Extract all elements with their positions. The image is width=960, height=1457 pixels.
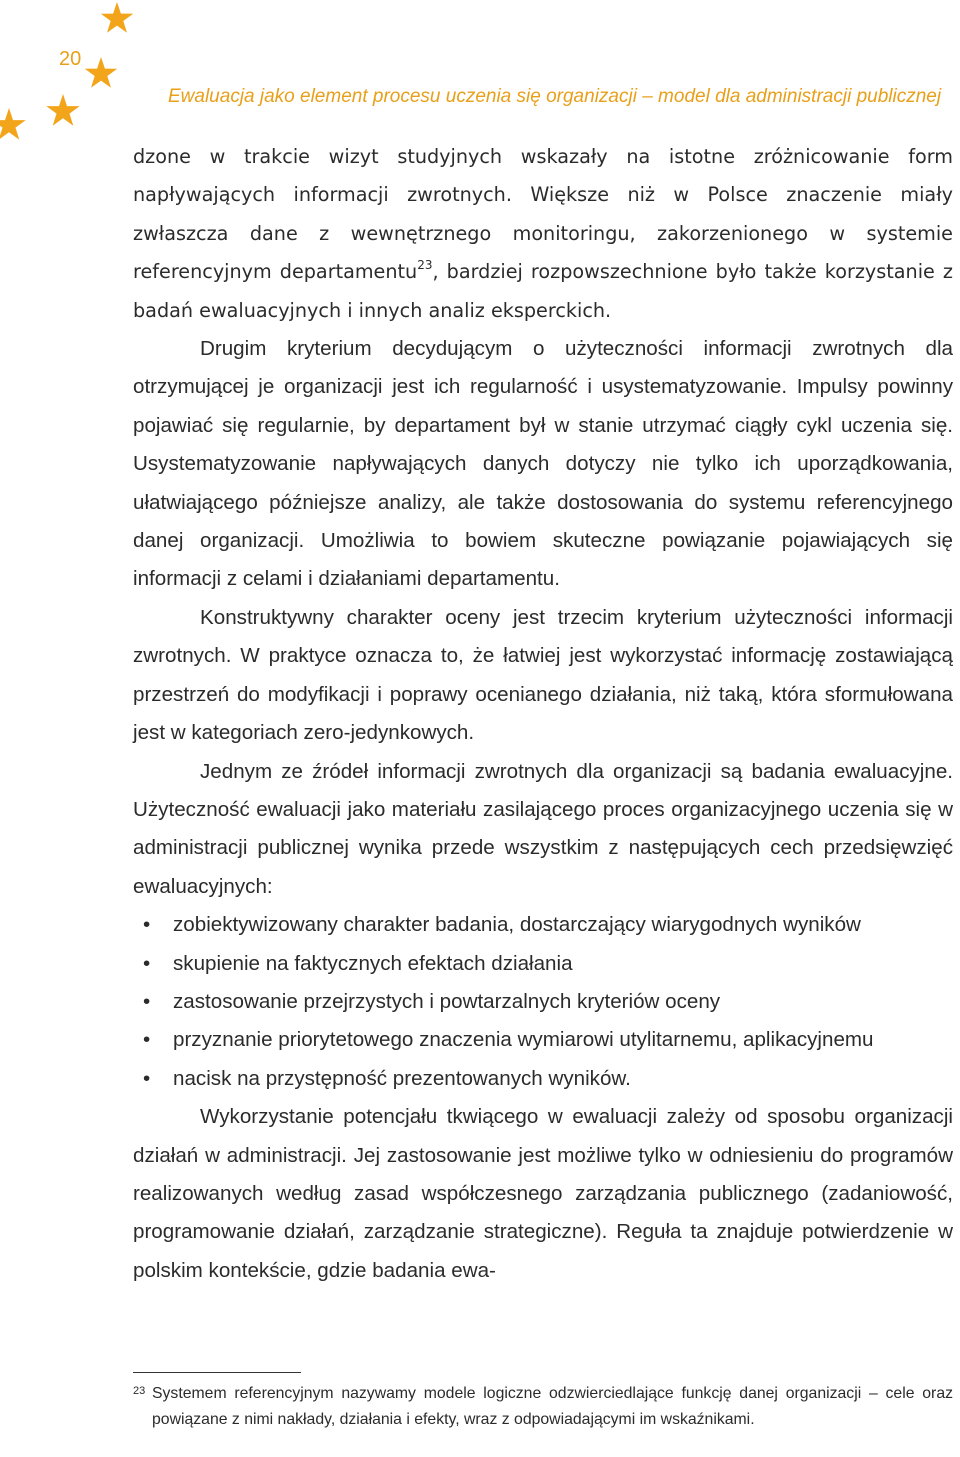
footnote-divider bbox=[133, 1372, 301, 1373]
paragraph-text-end: , bardziej rozpowszechnione było także korzystanie z badań ewaluacyjnych i innych analiz eksperckich. bbox=[133, 260, 953, 322]
bullet-icon: • bbox=[143, 913, 151, 937]
bullet-icon: • bbox=[143, 1066, 151, 1090]
list-item bbox=[133, 906, 953, 944]
footnote-text: Systemem referencyjnym nazywamy modele logiczne odzwierciedlające funkcję danej organizacji – cele oraz powiązane z nimi nakłady, działania i efekty, wraz z odpowiadającymi im wskaźnikami. bbox=[152, 1385, 953, 1428]
paragraph: Drugim kryterium decydującym o użyteczności informacji zwrotnych dla otrzymującej je organizacji jest ich regularność i usystematyzowanie. Impulsy powinny pojawiać się regularnie, by departament był w stanie utrzymać ciągły cykl uczenia się. Usystematyzowanie napływających danych dotyczy nie tylko ich uporządkowania, ułatwiającego późniejsze analizy, ale także dostosowania do systemu referencyjnego danej organizacji. Umożliwia to bowiem skuteczne powiązanie pojawiających się informacji z celami i działaniami departamentu. bbox=[133, 337, 953, 591]
paragraph bbox=[133, 138, 953, 330]
paragraph: Wykorzystanie potencjału tkwiącego w ewaluacji zależy od sposobu organizacji działań w administracji. Jej zastosowanie jest możliwe tylko w odniesieniu do programów realizowanych według zasad współczesnego zarządzania publicznego (zadaniowość, programowanie działań, zarządzanie strategiczne). Reguła ta znajduje potwierdzenie w polskim kontekście, gdzie badania ewa- bbox=[133, 1105, 953, 1282]
page-number: 20 bbox=[59, 48, 82, 70]
bullet-icon: • bbox=[143, 951, 151, 975]
star-icon bbox=[85, 57, 117, 88]
running-header: Ewaluacja jako element procesu uczenia się organizacji – model dla administracji publicznej bbox=[168, 86, 942, 107]
list-item-text: zastosowanie przejrzystych i powtarzalnych kryteriów oceny bbox=[173, 989, 721, 1013]
footnote-reference[interactable]: 23 bbox=[417, 258, 433, 273]
list-item bbox=[133, 945, 953, 983]
list-item-text: nacisk na przystępność prezentowanych wyników. bbox=[173, 1066, 631, 1090]
star-icon bbox=[101, 2, 133, 33]
body-text bbox=[133, 138, 953, 1290]
bullet-icon: • bbox=[143, 1028, 151, 1052]
paragraph: Jednym ze źródeł informacji zwrotnych dla organizacji są badania ewaluacyjne. Użyteczność ewaluacji jako materiału zasilającego proces organizacyjnego uczenia się w administracji publicznej wynika przede wszystkim z następujących cech przedsięwzięć ewaluacyjnych: bbox=[133, 759, 953, 898]
bullet-icon: • bbox=[143, 989, 151, 1013]
footnote-number: 23 bbox=[133, 1385, 146, 1397]
star-icon bbox=[0, 108, 26, 140]
list-item-text: zobiektywizowany charakter badania, dostarczający wiarygodnych wyników bbox=[173, 913, 861, 937]
list-item bbox=[133, 983, 953, 1021]
list-item-text: skupienie na faktycznych efektach działania bbox=[173, 951, 573, 975]
list-item bbox=[133, 1021, 953, 1059]
footnote bbox=[133, 1381, 953, 1433]
paragraph: Konstruktywny charakter oceny jest trzecim kryterium użyteczności informacji zwrotnych. W praktyce oznacza to, że łatwiej jest wykorzystać informację zostawiającą przestrzeń do modyfikacji i poprawy ocenianego działania, niż taką, która sformułowana jest w kategoriach zero-jedynkowych. bbox=[133, 605, 953, 745]
star-icon bbox=[46, 94, 79, 126]
list-item-text: przyznanie priorytetowego znaczenia wymiarowi utylitarnemu, aplikacyjnemu bbox=[173, 1028, 874, 1052]
stars-decoration bbox=[0, 0, 140, 150]
list-item bbox=[133, 1060, 953, 1098]
paragraph-text: dzone w trakcie wizyt studyjnych wskazały na istotne zróżnicowanie form napływających informacji zwrotnych. Większe niż w Polsce znaczenie miały zwłaszcza dane z wewnętrznego monitoringu, zakorzenionego w systemie referencyjnym departamentu bbox=[133, 145, 953, 284]
bullet-list bbox=[133, 906, 953, 1098]
